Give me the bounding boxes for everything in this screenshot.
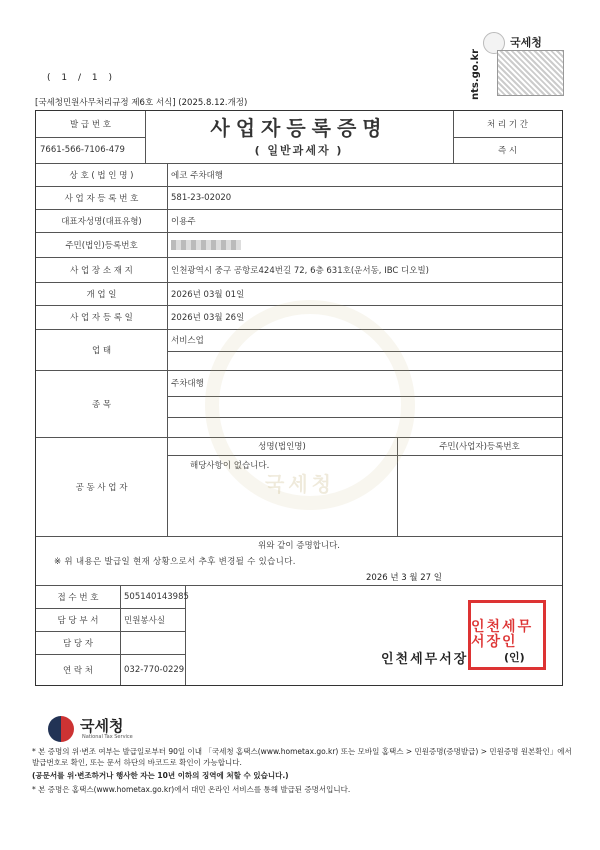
partner-name-header: 성명(법인명) xyxy=(258,442,306,452)
nts-logo-icon xyxy=(48,716,74,742)
biz-no-label: 사 업 자 등 록 번 호 xyxy=(64,193,139,204)
process-period-value: 즉 시 xyxy=(497,146,518,156)
contact-value: 032-770-0229 xyxy=(124,664,185,675)
issue-no-label: 발 급 번 호 xyxy=(70,120,111,130)
person-label: 담 당 자 xyxy=(62,638,94,649)
issue-no: 7661-566-7106-479 xyxy=(40,145,125,155)
partner-label: 공 동 사 업 자 xyxy=(75,482,128,493)
open-date-value: 2026년 03월 01일 xyxy=(171,289,245,300)
resident-no-redacted xyxy=(167,232,566,257)
representative-label: 대표자성명(대표유형) xyxy=(61,216,142,227)
official-stamp: 인천세무서장인 xyxy=(468,600,546,670)
address-value: 인천광역시 중구 공항로424번길 72, 6층 631호(운서동, IBC 디오빌) xyxy=(171,265,429,276)
biz-type-label: 업 태 xyxy=(91,345,112,356)
page-title: 사업자등록증명 xyxy=(210,115,388,140)
biz-no-value: 581-23-02020 xyxy=(171,192,232,203)
cert-notice: ※ 위 내용은 발급일 현재 상황으로서 추후 변경될 수 있습니다. xyxy=(54,557,296,567)
receipt-no-label: 접 수 번 호 xyxy=(57,592,99,603)
tax-office-name: 인천세무서장 xyxy=(381,651,469,667)
address-label: 사 업 장 소 재 지 xyxy=(70,265,133,276)
footer-brand-sub: National Tax Service xyxy=(82,734,133,740)
seal-mark: (인) xyxy=(504,651,525,664)
footer-note-verify: * 본 증명의 위·변조 여부는 발급일로부터 90일 이내 「국세청 홈택스(www.hometax.go.kr) 또는 모바일 홈택스 > 민원증명(증명발급) > 민원증명 원본확인」에서 발급번호로 확인, 또는 문서 하단의 바코드로 확인이 가능합니다. xyxy=(32,747,572,767)
biz-item-value: 주차대행 xyxy=(171,379,204,389)
resident-no-label: 주민(법인)등록번호 xyxy=(65,240,138,251)
form-reference: [국세청민원사무처리규정 제6호 서식] (2025.8.12.개정) xyxy=(35,98,248,108)
footer-brand: 국세청 xyxy=(80,717,124,735)
agency-url: nts.go.kr xyxy=(470,48,481,100)
cert-date: 2026 년 3 월 27 일 xyxy=(366,573,442,583)
watermark-text: 국세청 xyxy=(265,472,335,496)
agency-name: 국세청 xyxy=(510,36,542,49)
receipt-no-value: 505140143985 xyxy=(124,591,189,602)
dept-label: 담 당 부 서 xyxy=(57,615,99,626)
company-value: 에코 주차대행 xyxy=(171,170,223,181)
contact-label: 연 락 처 xyxy=(62,665,94,676)
representative-value: 이용주 xyxy=(171,216,196,227)
footer-note-warning: (공문서를 위·변조하거나 행사한 자는 10년 이하의 징역에 처할 수 있습니다.) xyxy=(32,771,289,780)
cert-statement: 위와 같이 증명합니다. xyxy=(257,541,340,551)
open-date-label: 개 업 일 xyxy=(86,289,117,300)
process-period-label: 처 리 기 간 xyxy=(487,120,528,130)
biz-type-value: 서비스업 xyxy=(171,336,204,346)
taxpayer-type: ( 일반과세자 ) xyxy=(254,144,344,157)
reg-date-label: 사 업 자 등 록 일 xyxy=(70,313,133,323)
reg-date-value: 2026년 03월 26일 xyxy=(171,313,245,323)
biz-item-label: 종 목 xyxy=(91,399,112,410)
footer-note-online: * 본 증명은 홈택스(www.hometax.go.kr)에서 대민 온라인 서비스를 통해 발급된 증명서입니다. xyxy=(32,785,351,794)
company-label: 상 호 ( 법 인 명 ) xyxy=(69,170,134,181)
qr-code-icon xyxy=(497,50,564,96)
partner-none: 해당사항이 없습니다. xyxy=(190,461,270,471)
page-count: ( 1 / 1 ) xyxy=(47,73,116,83)
dept-value: 민원봉사실 xyxy=(124,615,166,626)
partner-id-header: 주민(사업자)등록번호 xyxy=(439,442,520,452)
